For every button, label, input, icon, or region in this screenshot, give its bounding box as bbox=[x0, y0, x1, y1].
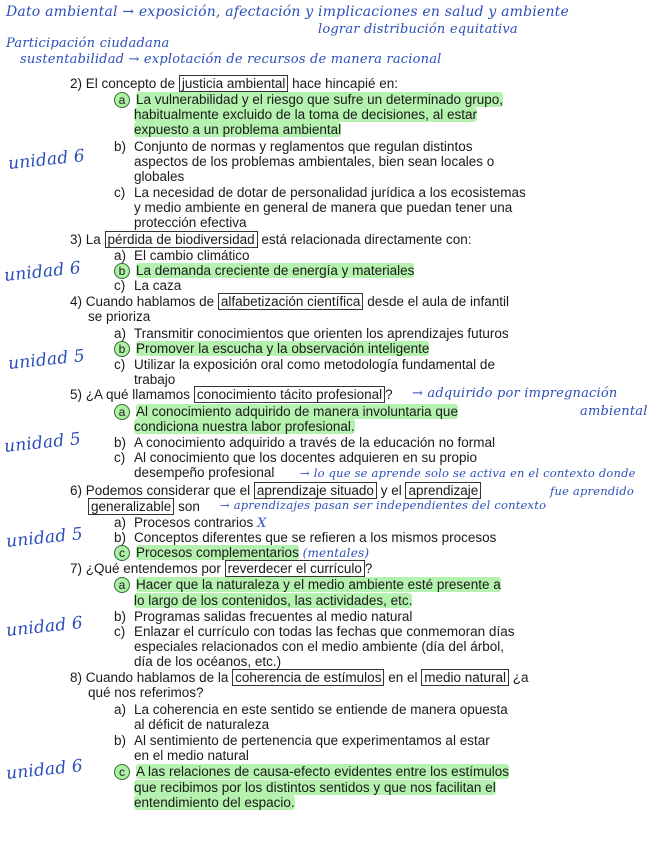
note-fue-aprendido: fue aprendido bbox=[550, 484, 634, 498]
term-conocimiento-tacito: conocimiento tácito profesional bbox=[194, 386, 385, 403]
unit-label-q3: unidad 6 bbox=[3, 258, 82, 286]
q7-option-c-line2: especiales relacionados con el medio ambiente (día del árbol, bbox=[134, 639, 504, 654]
q4-option-a: a) Transmitir conocimientos que orienten los aprendizajes futuros bbox=[114, 326, 509, 341]
q5-option-c: c) Al conocimiento que los docentes adquieren en su propio bbox=[114, 450, 477, 465]
question-6: 6) Podemos considerar que el aprendizaje situado y el aprendizaje bbox=[70, 483, 481, 499]
selected-answer-mark: b bbox=[114, 263, 130, 279]
q8-option-b: b) Al sentimiento de pertenencia que experimentamos al estar bbox=[114, 733, 490, 748]
unit-label-q5: unidad 5 bbox=[3, 429, 82, 457]
selected-answer-mark: c bbox=[114, 764, 130, 780]
q2-option-a-line2: habitualmente excluido de la toma de decisiones, al estar bbox=[134, 107, 477, 122]
q8-option-c-line3: entendimiento del espacio. bbox=[134, 795, 295, 810]
q7-option-a-line2: lo largo de los contenidos, las actividades, etc. bbox=[134, 593, 413, 608]
note-independientes: → aprendizajes pasan ser independientes del contexto bbox=[220, 498, 547, 512]
note-dato-ambiental: Dato ambiental → exposición, afectación y implicaciones en salud y ambiente bbox=[6, 4, 569, 20]
q7-option-a: a Hacer que la naturaleza y el medio ambiente esté presente a bbox=[114, 577, 501, 593]
cross-mark: X bbox=[257, 516, 267, 531]
question-5: 5) ¿A qué llamamos conocimiento tácito profesional ? bbox=[70, 387, 393, 402]
question-3: 3) La pérdida de biodiversidad está relacionada directamente con: bbox=[70, 232, 472, 247]
note-participacion: Participación ciudadana bbox=[6, 36, 170, 51]
q2-option-c-line2: y medio ambiente en general de manera que puedan tener una bbox=[134, 200, 513, 215]
q8-option-b-line2: en el medio natural bbox=[134, 748, 249, 763]
q4-option-b: b Promover la escucha y la observación inteligente bbox=[114, 341, 429, 357]
q6-option-c: c Procesos complementarios (mentales) bbox=[114, 545, 369, 561]
q4-option-c: c) Utilizar la exposición oral como metodología fundamental de bbox=[114, 357, 495, 372]
term-perdida-biodiversidad: pérdida de biodiversidad bbox=[105, 231, 258, 248]
unit-label-q8: unidad 6 bbox=[5, 756, 84, 784]
note-ambiental: ambiental bbox=[580, 404, 648, 419]
question-8: 8) Cuando hablamos de la coherencia de estímulos en el medio natural ¿a bbox=[70, 670, 529, 685]
note-sustentabilidad: sustentabilidad → explotación de recursos de manera racional bbox=[20, 52, 442, 67]
q2-option-b-line3: globales bbox=[134, 169, 185, 184]
q6-option-b: b) Conceptos diferentes que se refieren a los mismos procesos bbox=[114, 530, 497, 545]
q8-option-a: a) La coherencia en este sentido se entiende de manera opuesta bbox=[114, 702, 508, 717]
unit-label-q7: unidad 6 bbox=[5, 613, 84, 641]
question-4: 4) Cuando hablamos de alfabetización científica desde el aula de infantil bbox=[70, 294, 510, 309]
selected-answer-mark: a bbox=[114, 404, 130, 420]
selected-answer-mark: a bbox=[114, 577, 130, 593]
q3-option-c: c) La caza bbox=[114, 278, 182, 293]
term-aprendizaje-situado: aprendizaje situado bbox=[254, 482, 377, 499]
q2-option-a-line3: expuesto a un problema ambiental bbox=[134, 122, 342, 137]
q7-option-c: c) Enlazar el currículo con todas las fechas que conmemoran días bbox=[114, 624, 515, 639]
question-4-line2: se prioriza bbox=[88, 309, 151, 324]
question-8-line2: qué nos referimos? bbox=[88, 685, 204, 700]
note-impregnacion: → adquirido por impregnación bbox=[412, 386, 618, 401]
q2-option-a: a La vulnerabilidad y el riesgo que sufre un determinado grupo, bbox=[114, 92, 503, 108]
q5-option-b: b) A conocimiento adquirido a través de la educación no formal bbox=[114, 435, 495, 450]
q7-option-c-line3: día de los océanos, etc.) bbox=[134, 654, 282, 669]
question-6-line2: generalizable son bbox=[88, 499, 200, 515]
q8-option-c-line2: que recibimos por los distintos sentidos y que nos facilitan el bbox=[134, 780, 496, 795]
q2-option-b-line2: aspectos de los problemas ambientales, bien sean locales o bbox=[134, 154, 495, 169]
q8-option-c: c A las relaciones de causa-efecto evidentes entre los estímulos bbox=[114, 764, 509, 780]
question-7: 7) ¿Qué entendemos por reverdecer el currículo ? bbox=[70, 561, 373, 576]
q5-option-a: a Al conocimiento adquirido de manera involuntaria que bbox=[114, 404, 458, 420]
question-2: 2) El concepto de justicia ambiental hace hincapié en: bbox=[70, 76, 398, 91]
q7-option-b: b) Programas salidas frecuentes al medio natural bbox=[114, 609, 413, 624]
term-reverdecer-curriculo: reverdecer el currículo bbox=[225, 560, 365, 577]
q2-option-b: b) Conjunto de normas y reglamentos que regulan distintos bbox=[114, 139, 473, 154]
q2-option-c-line3: protección efectiva bbox=[134, 215, 247, 230]
unit-label-q4: unidad 5 bbox=[7, 346, 86, 374]
note-mentales: (mentales) bbox=[302, 546, 370, 560]
note-contexto: → lo que se aprende solo se activa en el contexto donde bbox=[300, 466, 636, 480]
unit-label-q6: unidad 5 bbox=[5, 524, 84, 552]
selected-answer-mark: b bbox=[114, 341, 130, 357]
q2-option-c: c) La necesidad de dotar de personalidad jurídica a los ecosistemas bbox=[114, 185, 526, 200]
selected-answer-mark: a bbox=[114, 92, 130, 108]
term-coherencia-estimulos: coherencia de estímulos bbox=[232, 669, 384, 686]
term-aprendizaje-generalizable: aprendizaje bbox=[405, 482, 481, 499]
note-distribucion: lograr distribución equitativa bbox=[318, 22, 518, 37]
q4-option-c-line2: trabajo bbox=[134, 372, 176, 387]
unit-label-q2: unidad 6 bbox=[7, 146, 86, 174]
q5-option-c-line2: desempeño profesional bbox=[134, 465, 275, 480]
term-alfabetizacion-cientifica: alfabetización científica bbox=[218, 293, 364, 310]
q5-option-a-line2: condiciona nuestra labor profesional. bbox=[134, 419, 355, 434]
selected-answer-mark: c bbox=[114, 545, 130, 561]
q6-option-a: a) Procesos contrarios X bbox=[114, 515, 267, 531]
q3-option-b: b La demanda creciente de energía y materiales bbox=[114, 263, 414, 279]
term-medio-natural: medio natural bbox=[421, 669, 509, 686]
q3-option-a: a) El cambio climático bbox=[114, 248, 250, 263]
term-justicia-ambiental: justicia ambiental bbox=[179, 75, 289, 92]
q8-option-a-line2: al déficit de naturaleza bbox=[134, 717, 270, 732]
